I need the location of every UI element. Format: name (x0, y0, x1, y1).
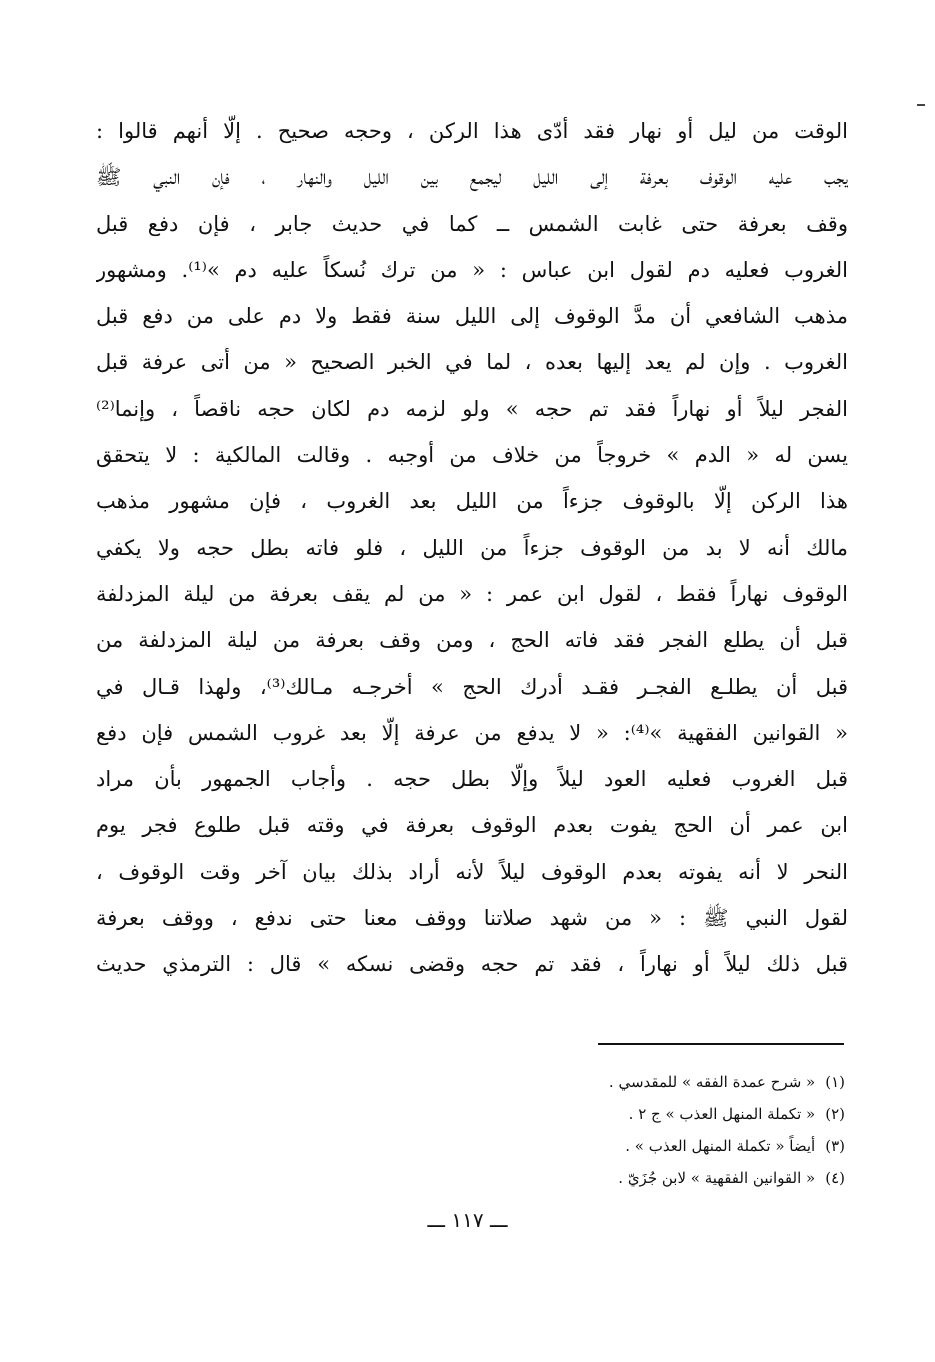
text-line: مالك أنه لا بد من الوقوف جزءاً من الليل ، فلو فاته بطل حجه ولا يكفي (96, 535, 848, 560)
text-line: مذهب الشافعي أن مدَّ الوقوف إلى الليل سنة فقط ولا دم على من دفع قبل (96, 304, 848, 329)
scan-mark (917, 104, 925, 106)
footnote-number: (٢) (825, 1105, 845, 1123)
text-line: يجب عليه الوقوف بعرفة إلى الليل ليجمع بين الليل والنهار ، فإن النبي ﷺ (96, 165, 848, 190)
text-line: الوقت من ليل أو نهار فقد أدّى هذا الركن ، وحجه صحيح . إلّا أنهم قالوا : (96, 119, 848, 143)
text-line: لقول النبي ﷺ : « من شهد صلاتنا ووقف معنا حتى ندفع ، ووقف بعرفة (96, 906, 848, 931)
footnote (345, 1162, 845, 1194)
footnote-number: (١) (825, 1073, 845, 1091)
main-text (96, 108, 848, 988)
footnote (345, 1066, 845, 1098)
text-line: قبل أن يطلـع الفجـر فقـد أدرك الحج » أخرجـه مـالك⁽³⁾، ولهذا قـال في (96, 674, 848, 699)
footnote-number: (٤) (825, 1169, 845, 1187)
page-number: ـــ ١١٧ ـــ (427, 1208, 508, 1232)
footnote-text: أيضاً « تكملة المنهل العذب » . (625, 1137, 816, 1155)
footnote-number: (٣) (825, 1137, 845, 1155)
text-line: الغروب . وإن لم يعد إليها بعده ، لما في الخبر الصحيح « من أتى عرفة قبل (96, 350, 848, 375)
footnote (345, 1098, 845, 1130)
text-line: قبل ذلك ليلاً أو نهاراً ، فقد تم حجه وقضى نسكه » قال : الترمذي حديث (96, 952, 848, 977)
footnote (345, 1130, 845, 1162)
text-line: الغروب فعليه دم لقول ابن عباس : « من ترك نُسكاً عليه دم »⁽¹⁾. ومشهور (96, 257, 848, 282)
text-line: يسن له « الدم » خروجاً من خلاف من أوجبه . وقالت المالكية : لا يتحقق (96, 443, 848, 468)
text-line: ابن عمر أن الحج يفوت بعدم الوقوف بعرفة في وقته قبل طلوع فجر يوم (96, 813, 848, 838)
text-line: قبل أن يطلع الفجر فقد فاته الحج ، ومن وقف بعرفة من ليلة المزدلفة من (96, 628, 848, 653)
text-line: النحر لا أنه يفوته بعدم الوقوف ليلاً لأنه أراد بذلك بيان آخر وقت الوقوف ، (96, 859, 848, 884)
footnote-separator (598, 1043, 844, 1045)
text-line: قبل الغروب فعليه العود ليلاً وإلّا بطل حجه . وأجاب الجمهور بأن مراد (96, 767, 848, 792)
text-line: « القوانين الفقهية »⁽⁴⁾: « لا يدفع من عرفة إلّا بعد غروب الشمس فإن دفع (96, 720, 848, 745)
text-line: وقف بعرفة حتى غابت الشمس ــ كما في حديث جابر ، فإن دفع قبل (96, 211, 848, 236)
footnotes (345, 1066, 845, 1194)
text-line: الفجر ليلاً أو نهاراً فقد تم حجه » ولو لزمه دم لكان حجه ناقصاً ، وإنما⁽²⁾ (96, 396, 848, 421)
text-line: هذا الركن إلّا بالوقوف جزءاً من الليل بعد الغروب ، فإن مشهور مذهب (96, 489, 848, 514)
footnote-text: « شرح عمدة الفقه » للمقدسي . (608, 1073, 816, 1091)
footnote-text: « تكملة المنهل العذب » ج ٢ . (628, 1105, 816, 1123)
text-line: الوقوف نهاراً فقط ، لقول ابن عمر : « من لم يقف بعرفة من ليلة المزدلفة (96, 581, 848, 606)
footnote-text: « القوانين الفقهية » لابن جُزَيّ . (618, 1169, 816, 1187)
